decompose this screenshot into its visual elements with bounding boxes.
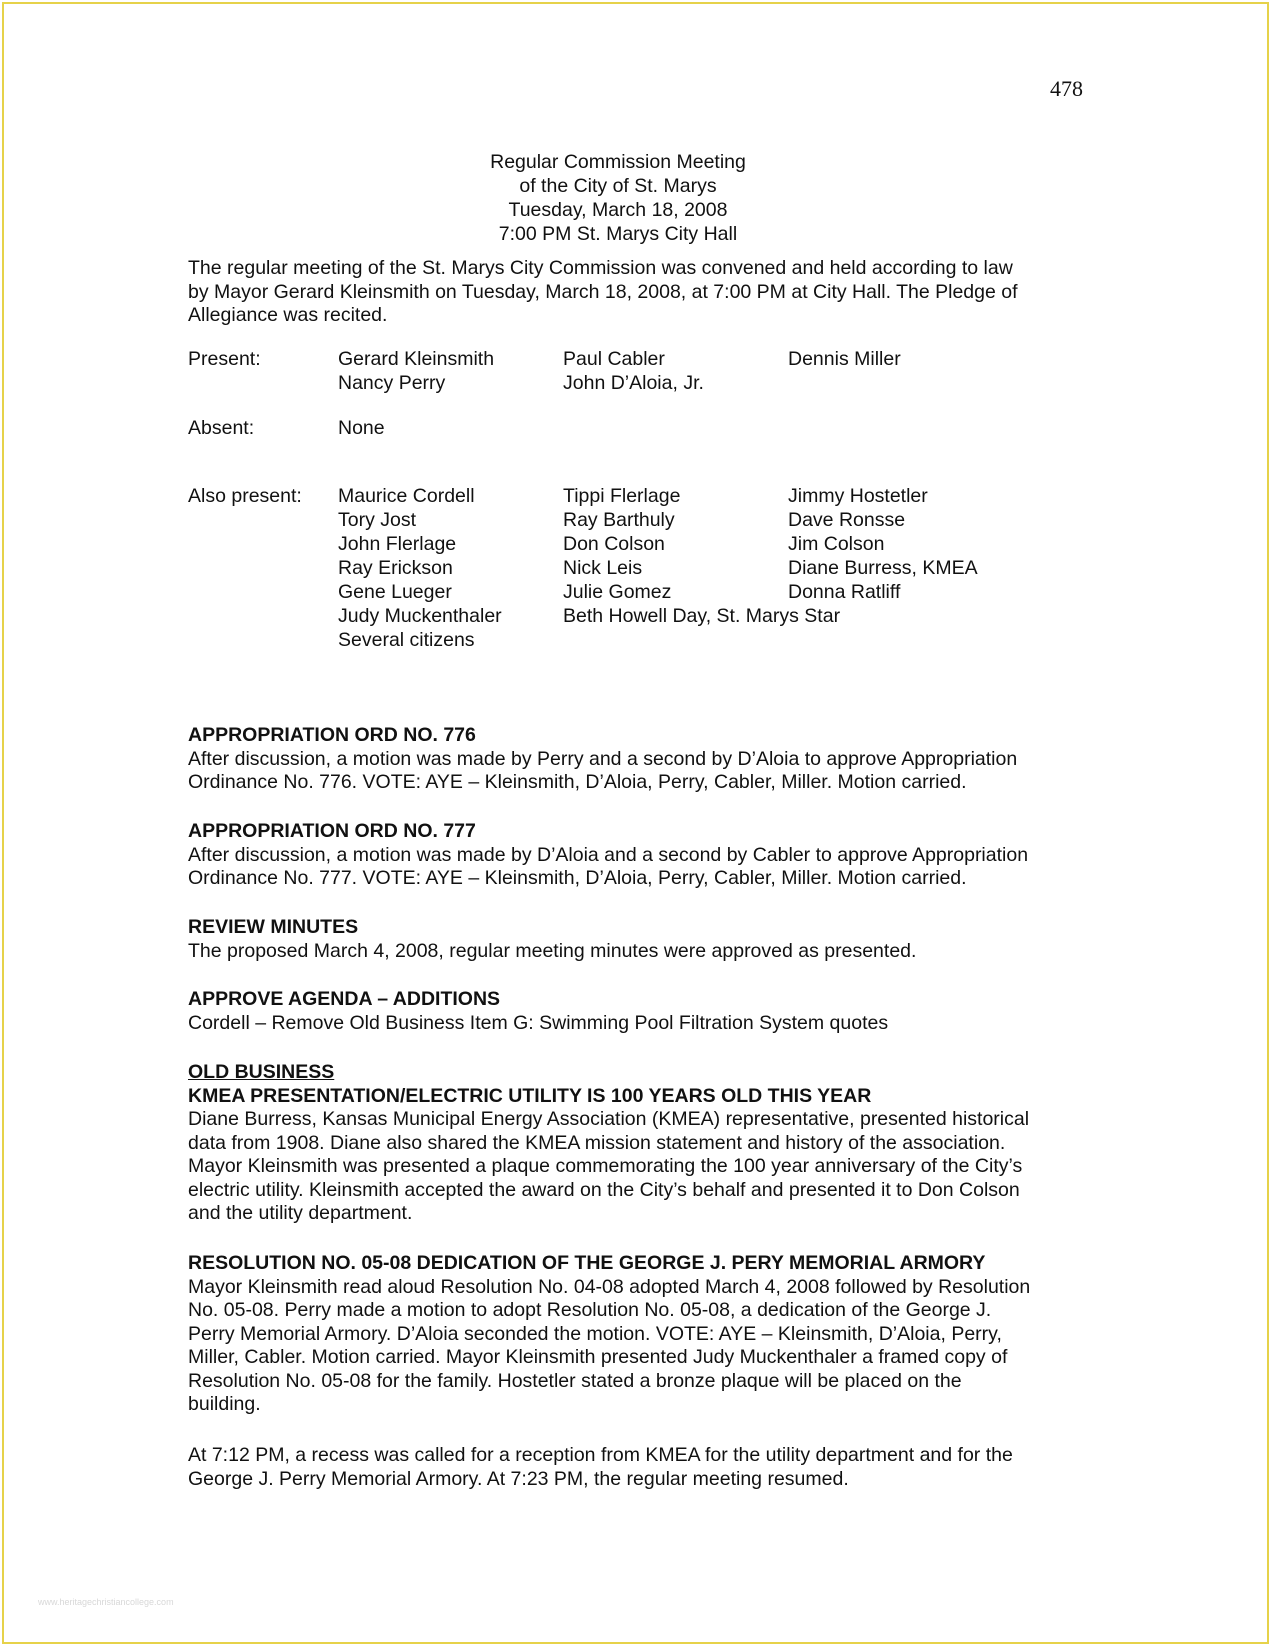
attendance-row bbox=[188, 417, 1088, 441]
watermark: www.heritagechristiancollege.com bbox=[38, 1597, 174, 1607]
section-line: The proposed March 4, 2008, regular meeting minutes were approved as presented. bbox=[188, 939, 917, 962]
section-line: Diane Burress, Kansas Municipal Energy Association (KMEA) representative, presented historical bbox=[188, 1108, 1030, 1130]
section-line: Ordinance No. 777. VOTE: AYE – Kleinsmith, D’Aloia, Perry, Cabler, Miller. Motion carried. bbox=[188, 867, 967, 889]
attendee-name: Gerard Kleinsmith bbox=[338, 348, 495, 370]
attendee-name: Don Colson bbox=[563, 533, 665, 555]
section-recess bbox=[188, 1444, 1088, 1491]
attendee-name: Jimmy Hostetler bbox=[788, 485, 928, 507]
section-line: No. 05-08. Perry made a motion to adopt Resolution No. 05-08, a dedication of the George J. bbox=[188, 1299, 992, 1321]
intro-paragraph bbox=[188, 257, 1088, 328]
attendee-name: Paul Cabler bbox=[563, 348, 665, 370]
attendee-name: Dave Ronsse bbox=[788, 509, 906, 531]
section-line: Resolution No. 05-08 for the family. Hostetler stated a bronze plaque will be placed on the bbox=[188, 1369, 962, 1392]
attendee-name: Nancy Perry bbox=[338, 372, 446, 394]
section-line: electric utility. Kleinsmith accepted the award on the City’s behalf and presented it to Don Colson bbox=[188, 1178, 1020, 1201]
section-line: George J. Perry Memorial Armory. At 7:23 PM, the regular meeting resumed. bbox=[188, 1467, 849, 1490]
attendee-name: Tory Jost bbox=[338, 509, 417, 531]
section-ord-777 bbox=[188, 820, 1088, 891]
absent-value: None bbox=[338, 417, 385, 439]
attendance-row bbox=[188, 629, 1088, 653]
present-label: Present: bbox=[188, 348, 261, 370]
attendance-row bbox=[188, 605, 1088, 629]
attendee-name: Judy Muckenthaler bbox=[338, 605, 502, 627]
attendee-name: Jim Colson bbox=[788, 533, 885, 555]
attendance-row bbox=[188, 557, 1088, 581]
attendee-name: Julie Gomez bbox=[563, 581, 672, 603]
section-old-business bbox=[188, 1061, 1088, 1226]
attendee-name: Nick Leis bbox=[563, 557, 643, 579]
attendee-name: Gene Lueger bbox=[338, 581, 452, 603]
header-line: Tuesday, March 18, 2008 bbox=[508, 199, 728, 221]
header-line: Regular Commission Meeting bbox=[490, 151, 746, 173]
section-line: At 7:12 PM, a recess was called for a reception from KMEA for the utility department and for the bbox=[188, 1444, 1013, 1466]
attendee-name: Tippi Flerlage bbox=[563, 485, 681, 507]
section-heading: RESOLUTION NO. 05-08 DEDICATION OF THE GEORGE J. PERY MEMORIAL ARMORY bbox=[188, 1252, 986, 1274]
header-line: of the City of St. Marys bbox=[519, 175, 717, 197]
section-approve-agenda bbox=[188, 988, 1088, 1035]
section-review-minutes bbox=[188, 916, 1088, 963]
section-subheading: KMEA PRESENTATION/ELECTRIC UTILITY IS 100 YEARS OLD THIS YEAR bbox=[188, 1084, 872, 1107]
section-heading: APPROVE AGENDA – ADDITIONS bbox=[188, 988, 501, 1010]
section-ord-776 bbox=[188, 724, 1088, 795]
section-line: Miller, Cabler. Motion carried. Mayor Kleinsmith presented Judy Muckenthaler a framed copy of bbox=[188, 1346, 1008, 1368]
section-line: Ordinance No. 776. VOTE: AYE – Kleinsmith, D’Aloia, Perry, Cabler, Miller. Motion carried. bbox=[188, 771, 967, 793]
attendance-row bbox=[188, 581, 1088, 605]
intro-line: The regular meeting of the St. Marys City Commission was convened and held according to law bbox=[188, 257, 1013, 279]
section-line: After discussion, a motion was made by Perry and a second by D’Aloia to approve Appropriation bbox=[188, 747, 1018, 770]
attendee-name: Several citizens bbox=[338, 629, 475, 651]
section-line: Mayor Kleinsmith was presented a plaque commemorating the 100 year anniversary of the City’s bbox=[188, 1155, 1023, 1177]
attendance-row bbox=[188, 348, 1088, 372]
section-line: Mayor Kleinsmith read aloud Resolution No. 04-08 adopted March 4, 2008 followed by Resolution bbox=[188, 1275, 1031, 1298]
header-line: 7:00 PM St. Marys City Hall bbox=[498, 223, 738, 245]
absent-table bbox=[188, 417, 1088, 441]
absent-label: Absent: bbox=[188, 417, 255, 439]
also-present-label: Also present: bbox=[188, 485, 302, 507]
attendee-name: John Flerlage bbox=[338, 533, 457, 555]
section-heading: APPROPRIATION ORD NO. 777 bbox=[188, 820, 476, 842]
intro-line: by Mayor Gerard Kleinsmith on Tuesday, March 18, 2008, at 7:00 PM at City Hall. The Pledge of bbox=[188, 280, 1018, 303]
section-heading: APPROPRIATION ORD NO. 776 bbox=[188, 724, 476, 746]
page-number: 478 bbox=[1050, 76, 1083, 101]
attendee-name: Ray Erickson bbox=[338, 557, 453, 579]
section-heading: REVIEW MINUTES bbox=[188, 916, 359, 938]
section-line: Perry Memorial Armory. D’Aloia seconded the motion. VOTE: AYE – Kleinsmith, D’Aloia, Perry, bbox=[188, 1322, 1002, 1345]
attendee-name: Ray Barthuly bbox=[563, 509, 675, 531]
attendee-name: Maurice Cordell bbox=[338, 485, 475, 507]
intro-line: Allegiance was recited. bbox=[188, 304, 388, 326]
attendee-name: Beth Howell Day, St. Marys Star bbox=[563, 605, 841, 627]
meeting-header bbox=[168, 150, 1068, 246]
attendee-name: Donna Ratliff bbox=[788, 581, 901, 603]
attendance-row bbox=[188, 372, 1088, 396]
attendance-row bbox=[188, 485, 1088, 509]
attendee-name: Diane Burress, KMEA bbox=[788, 557, 978, 579]
also-present-table bbox=[188, 485, 1088, 653]
section-line: After discussion, a motion was made by D’Aloia and a second by Cabler to approve Appropriation bbox=[188, 843, 1029, 866]
section-resolution bbox=[188, 1252, 1088, 1417]
section-line: data from 1908. Diane also shared the KMEA mission statement and history of the association. bbox=[188, 1131, 1006, 1154]
attendance-row bbox=[188, 533, 1088, 557]
section-line: and the utility department. bbox=[188, 1202, 413, 1224]
attendance-row bbox=[188, 509, 1088, 533]
present-table bbox=[188, 348, 1088, 396]
attendee-name: Dennis Miller bbox=[788, 348, 901, 370]
section-line: Cordell – Remove Old Business Item G: Swimming Pool Filtration System quotes bbox=[188, 1011, 889, 1034]
attendee-name: John D’Aloia, Jr. bbox=[563, 372, 704, 394]
section-heading: OLD BUSINESS bbox=[188, 1061, 335, 1083]
section-line: building. bbox=[188, 1393, 261, 1415]
